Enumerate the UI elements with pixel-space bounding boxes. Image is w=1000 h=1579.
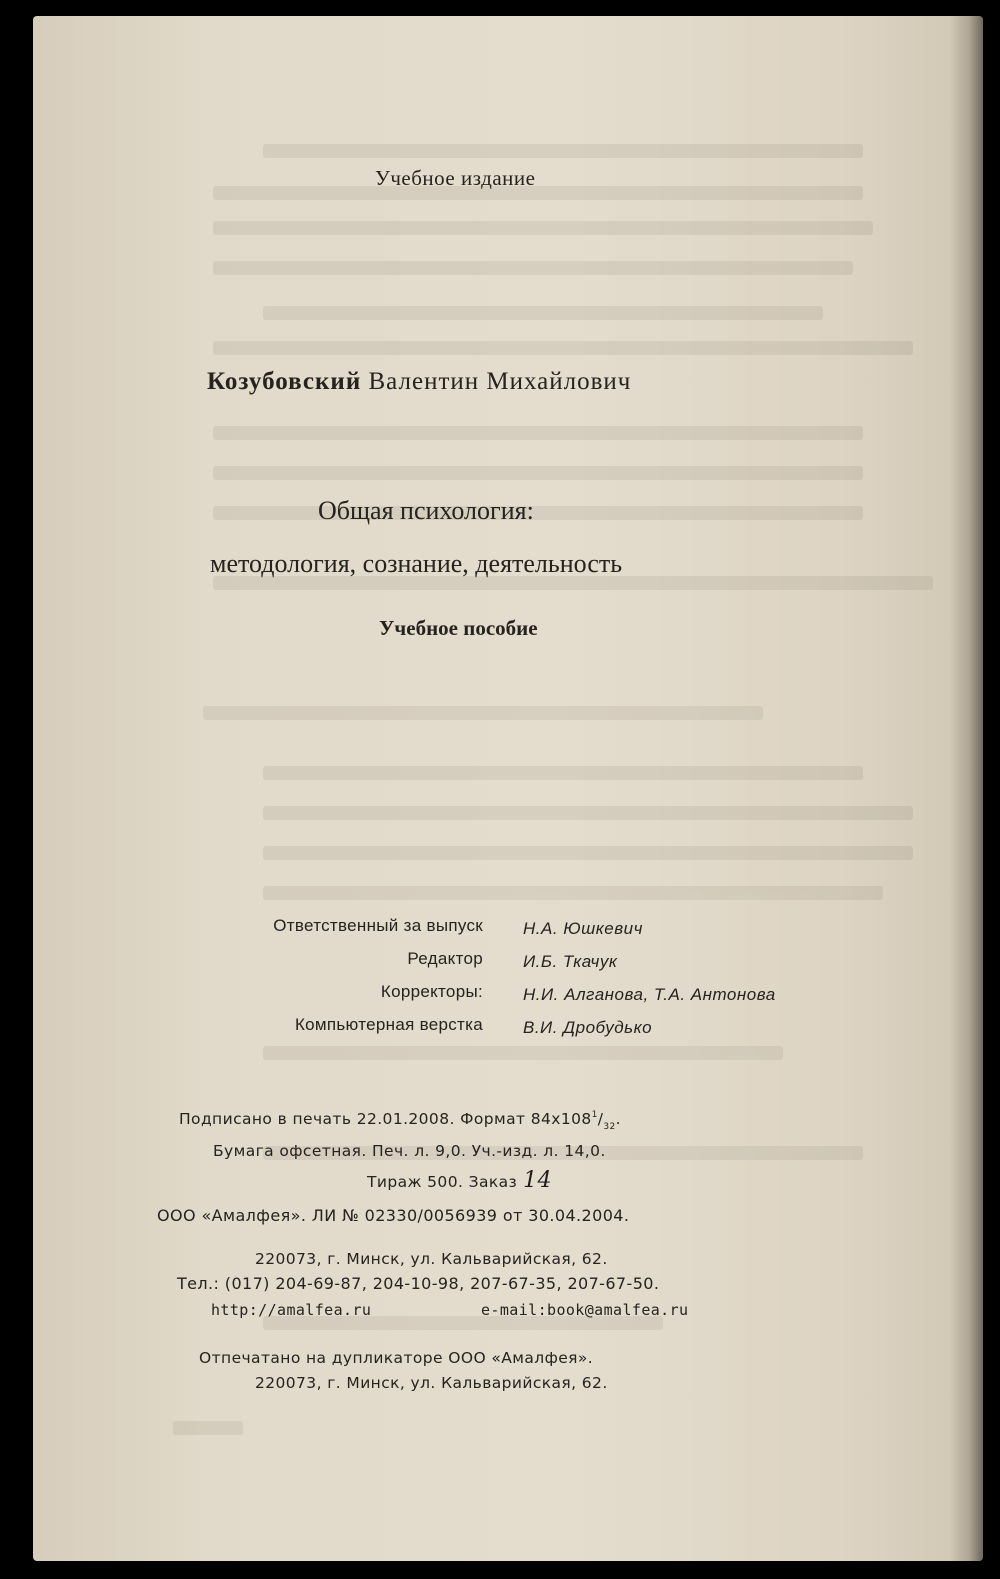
book-subtitle: Учебное пособие [379, 616, 538, 640]
credit-names: Н.А. Юшкевич [523, 919, 643, 938]
website-link: http://amalfea.ru [211, 1301, 372, 1319]
author-given-names: Валентин Михайлович [368, 368, 632, 395]
credit-role: Компьютерная верстка [294, 1015, 483, 1034]
credit-row [183, 949, 883, 982]
book-title-line-1: Общая психология: [318, 496, 534, 525]
contact-line [211, 1301, 689, 1319]
credit-names: В.И. Дробудько [523, 1018, 653, 1037]
page-edge-shadow [949, 16, 983, 1561]
publisher-line: ООО «Амалфея». ЛИ № 02330/0056939 от 30.04.2004. [157, 1206, 630, 1225]
format-superscript: 1 [591, 1110, 598, 1120]
printed-on-line: Отпечатано на дупликаторе ООО «Амалфея». [199, 1349, 594, 1367]
printer-address: 220073, г. Минск, ул. Кальварийская, 62. [255, 1374, 608, 1392]
show-through-text [33, 16, 983, 1561]
signed-to-print-line: Подписано в печать 22.01.2008. Формат $84х108^1/_{32}$. [179, 1110, 621, 1132]
edition-label: Учебное издание [375, 166, 536, 190]
format-subscript: 32 [603, 1122, 616, 1132]
print-run-text: Тираж 500. Заказ [367, 1173, 518, 1191]
email-address: e-mail:book@amalfea.ru [481, 1301, 689, 1319]
handwritten-order-number: 14 [523, 1168, 552, 1193]
book-title-line-2: методология, сознание, деятельность [210, 549, 623, 578]
author-name [207, 368, 631, 396]
print-run-line [367, 1168, 552, 1193]
credits-block [183, 916, 883, 1048]
publisher-phones: Тел.: (017) 204-69-87, 204-10-98, 207-67-35, 207-67-50. [177, 1274, 660, 1293]
paper-line: Бумага офсетная. Печ. л. 9,0. Уч.-изд. л. 14,0. [213, 1142, 606, 1160]
credit-row [183, 982, 883, 1015]
credit-role: Корректоры: [380, 982, 483, 1001]
credit-role: Ответственный за выпуск [273, 916, 483, 935]
credit-row [183, 916, 883, 949]
credit-names: И.Б. Ткачук [523, 952, 618, 971]
signed-text: Подписано в печать 22.01.2008. Формат 84х108 [179, 1110, 592, 1128]
author-surname: Козубовский [207, 368, 362, 395]
credit-row [183, 1015, 883, 1048]
book-page [33, 16, 983, 1561]
credit-names: Н.И. Алганова, Т.А. Антонова [523, 985, 776, 1004]
credit-role: Редактор [407, 949, 483, 968]
publisher-address: 220073, г. Минск, ул. Кальварийская, 62. [255, 1250, 608, 1268]
